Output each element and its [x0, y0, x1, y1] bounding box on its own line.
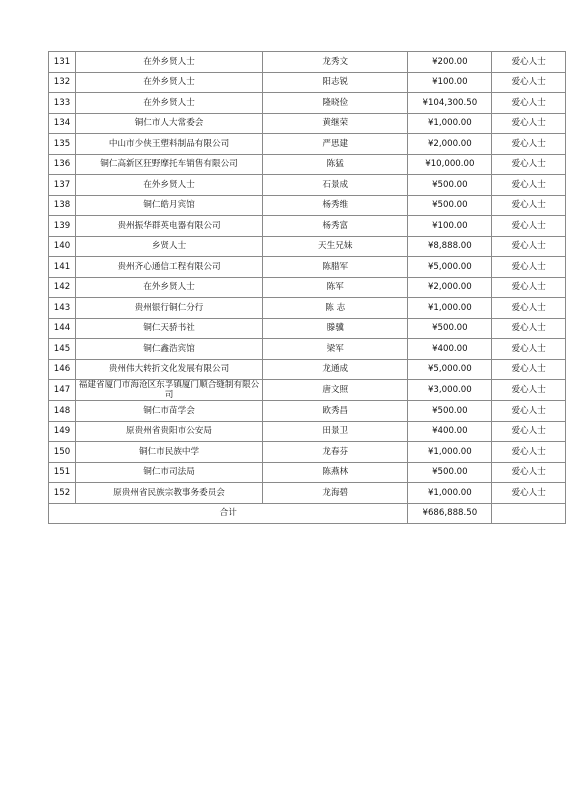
- donor-category: 爱心人士: [492, 134, 566, 155]
- donor-category: 爱心人士: [492, 483, 566, 504]
- donor-name: 陈燕林: [263, 462, 408, 483]
- donation-amount: ¥2,000.00: [408, 277, 492, 298]
- donor-organization: 原贵州省民族宗教事务委员会: [75, 483, 262, 504]
- donor-name: 滕骥: [263, 318, 408, 339]
- row-number: 150: [49, 442, 76, 463]
- table-row: [49, 195, 566, 216]
- donor-name: 石景成: [263, 175, 408, 196]
- donor-category: 爱心人士: [492, 298, 566, 319]
- donor-name: 欧秀昌: [263, 401, 408, 422]
- table-row: [49, 298, 566, 319]
- table-row: [49, 113, 566, 134]
- donor-organization: 原贵州省贵阳市公安局: [75, 421, 262, 442]
- donation-amount: ¥1,000.00: [408, 113, 492, 134]
- donor-name: 陈腊军: [263, 257, 408, 278]
- donor-name: 严思建: [263, 134, 408, 155]
- table-row: [49, 175, 566, 196]
- table-row: [49, 93, 566, 114]
- donation-amount: ¥1,000.00: [408, 483, 492, 504]
- donor-name: 杨秀富: [263, 216, 408, 237]
- donor-category: 爱心人士: [492, 216, 566, 237]
- row-number: 146: [49, 359, 76, 380]
- donor-organization: 铜仁市民族中学: [75, 442, 262, 463]
- donor-organization: 在外乡贤人士: [75, 52, 262, 73]
- donation-amount: ¥8,888.00: [408, 236, 492, 257]
- table-row: [49, 421, 566, 442]
- donor-category: 爱心人士: [492, 175, 566, 196]
- table-row: [49, 236, 566, 257]
- donation-amount: ¥400.00: [408, 421, 492, 442]
- table-row: [49, 72, 566, 93]
- table-row: [49, 277, 566, 298]
- donor-category: 爱心人士: [492, 113, 566, 134]
- donation-amount: ¥100.00: [408, 216, 492, 237]
- donor-name: 龙通成: [263, 359, 408, 380]
- donor-organization: 乡贤人士: [75, 236, 262, 257]
- row-number: 144: [49, 318, 76, 339]
- table-row: [49, 380, 566, 401]
- donation-amount: ¥200.00: [408, 52, 492, 73]
- donor-category: 爱心人士: [492, 421, 566, 442]
- donor-category: 爱心人士: [492, 93, 566, 114]
- donor-category: 爱心人士: [492, 72, 566, 93]
- donation-amount: ¥500.00: [408, 462, 492, 483]
- donation-amount: ¥100.00: [408, 72, 492, 93]
- donor-organization: 在外乡贤人士: [75, 72, 262, 93]
- donor-category: 爱心人士: [492, 462, 566, 483]
- table-row: [49, 216, 566, 237]
- donor-organization: 铜仁高新区狂野摩托车销售有限公司: [75, 154, 262, 175]
- table-body: [49, 52, 566, 504]
- row-number: 151: [49, 462, 76, 483]
- donor-organization: 在外乡贤人士: [75, 277, 262, 298]
- donor-organization: 贵州银行铜仁分行: [75, 298, 262, 319]
- table-row: [49, 462, 566, 483]
- table-row: [49, 52, 566, 73]
- donation-amount: ¥500.00: [408, 318, 492, 339]
- table-row: [49, 483, 566, 504]
- table-row: [49, 339, 566, 360]
- donor-name: 隆晓俭: [263, 93, 408, 114]
- donor-category: 爱心人士: [492, 442, 566, 463]
- donor-name: 阳志锐: [263, 72, 408, 93]
- donor-organization: 铜仁皓月宾馆: [75, 195, 262, 216]
- donation-table: [48, 51, 566, 524]
- total-empty-cell: [492, 503, 566, 524]
- donor-category: 爱心人士: [492, 401, 566, 422]
- donor-name: 龙海碧: [263, 483, 408, 504]
- row-number: 145: [49, 339, 76, 360]
- total-row: [49, 503, 566, 524]
- donation-amount: ¥5,000.00: [408, 257, 492, 278]
- donor-name: 陈军: [263, 277, 408, 298]
- row-number: 132: [49, 72, 76, 93]
- donation-amount: ¥400.00: [408, 339, 492, 360]
- donor-category: 爱心人士: [492, 257, 566, 278]
- donation-amount: ¥2,000.00: [408, 134, 492, 155]
- donor-category: 爱心人士: [492, 195, 566, 216]
- donation-amount: ¥500.00: [408, 195, 492, 216]
- donor-organization: 铜仁鑫浩宾馆: [75, 339, 262, 360]
- table-row: [49, 359, 566, 380]
- donor-name: 黄继荣: [263, 113, 408, 134]
- donor-organization: 铜仁市人大常委会: [75, 113, 262, 134]
- total-label: 合计: [49, 503, 408, 524]
- total-amount: ¥686,888.50: [408, 503, 492, 524]
- donor-name: 田景卫: [263, 421, 408, 442]
- donation-amount: ¥5,000.00: [408, 359, 492, 380]
- donor-organization: 贵州齐心通信工程有限公司: [75, 257, 262, 278]
- donor-name: 龙秀文: [263, 52, 408, 73]
- donor-organization: 铜仁市苗学会: [75, 401, 262, 422]
- table-row: [49, 134, 566, 155]
- donation-amount: ¥104,300.50: [408, 93, 492, 114]
- row-number: 142: [49, 277, 76, 298]
- donor-name: 杨秀维: [263, 195, 408, 216]
- row-number: 140: [49, 236, 76, 257]
- row-number: 139: [49, 216, 76, 237]
- row-number: 143: [49, 298, 76, 319]
- donor-category: 爱心人士: [492, 318, 566, 339]
- donor-organization: 铜仁市司法局: [75, 462, 262, 483]
- row-number: 136: [49, 154, 76, 175]
- row-number: 134: [49, 113, 76, 134]
- donor-category: 爱心人士: [492, 236, 566, 257]
- row-number: 138: [49, 195, 76, 216]
- donation-amount: ¥500.00: [408, 175, 492, 196]
- row-number: 135: [49, 134, 76, 155]
- donor-organization: 在外乡贤人士: [75, 175, 262, 196]
- donor-category: 爱心人士: [492, 277, 566, 298]
- table-row: [49, 442, 566, 463]
- donation-amount: ¥1,000.00: [408, 442, 492, 463]
- row-number: 133: [49, 93, 76, 114]
- table-row: [49, 318, 566, 339]
- row-number: 147: [49, 380, 76, 401]
- donor-name: 陈猛: [263, 154, 408, 175]
- table-row: [49, 154, 566, 175]
- donor-category: 爱心人士: [492, 52, 566, 73]
- table-row: [49, 401, 566, 422]
- table-row: [49, 257, 566, 278]
- row-number: 137: [49, 175, 76, 196]
- donor-organization: 贵州振华群英电器有限公司: [75, 216, 262, 237]
- donor-organization: 在外乡贤人士: [75, 93, 262, 114]
- donor-organization: 福建省厦门市海沧区东孚镇厦门顺合缝制有限公司: [75, 380, 262, 401]
- donor-name: 唐文照: [263, 380, 408, 401]
- row-number: 149: [49, 421, 76, 442]
- donor-organization: 中山市少侠王塑料制品有限公司: [75, 134, 262, 155]
- donation-amount: ¥500.00: [408, 401, 492, 422]
- row-number: 141: [49, 257, 76, 278]
- donation-amount: ¥3,000.00: [408, 380, 492, 401]
- donor-category: 爱心人士: [492, 154, 566, 175]
- donation-amount: ¥10,000.00: [408, 154, 492, 175]
- row-number: 152: [49, 483, 76, 504]
- donor-name: 陈 志: [263, 298, 408, 319]
- row-number: 148: [49, 401, 76, 422]
- donor-organization: 铜仁天骄书社: [75, 318, 262, 339]
- donor-category: 爱心人士: [492, 359, 566, 380]
- donor-category: 爱心人士: [492, 380, 566, 401]
- donation-amount: ¥1,000.00: [408, 298, 492, 319]
- row-number: 131: [49, 52, 76, 73]
- donor-name: 龙春芬: [263, 442, 408, 463]
- donor-organization: 贵州伟大转折文化发展有限公司: [75, 359, 262, 380]
- donor-name: 天生兄妹: [263, 236, 408, 257]
- donor-name: 梁军: [263, 339, 408, 360]
- donor-category: 爱心人士: [492, 339, 566, 360]
